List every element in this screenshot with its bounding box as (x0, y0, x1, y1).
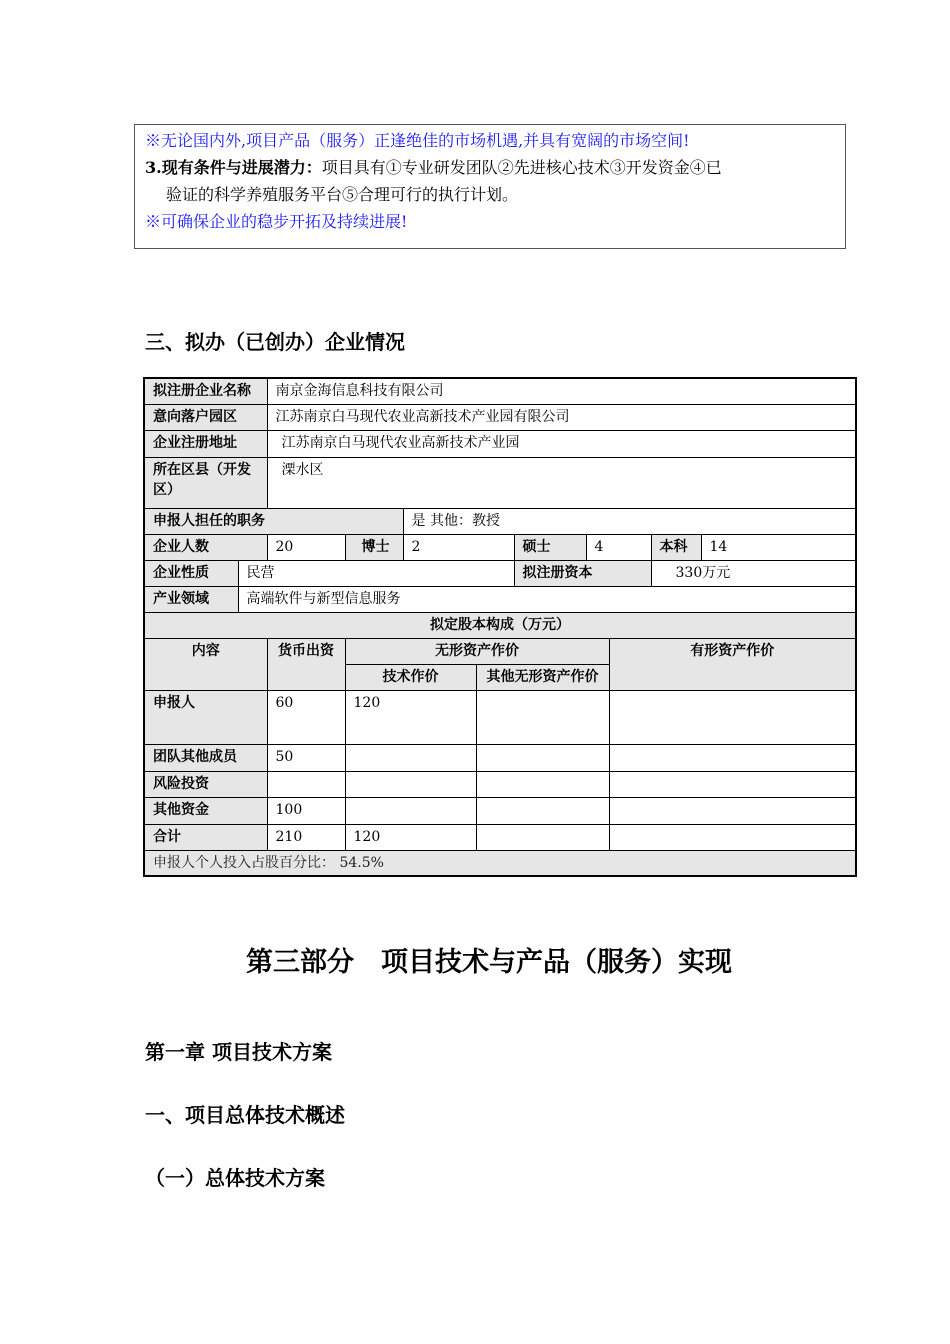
row-tangible (609, 797, 856, 824)
equity-title: 拟定股本构成（万元） (144, 612, 856, 638)
row-other (476, 771, 609, 797)
row-cash: 50 (267, 744, 345, 771)
staff-label: 企业人数 (144, 534, 267, 560)
section-3-title: 三、拟办（已创办）企业情况 (145, 330, 405, 354)
role: 是 其他：教授 (403, 508, 856, 534)
section-1-title: 一、项目总体技术概述 (145, 1103, 345, 1127)
capital-label: 拟注册资本 (514, 560, 651, 586)
closing-note: ※可确保企业的稳步开拓及持续进展! (145, 212, 408, 231)
bachelor-count: 14 (701, 534, 856, 560)
row-tech (345, 744, 476, 771)
row-other (476, 744, 609, 771)
col-tangible: 有形资产作价 (609, 638, 856, 690)
capital: 330万元 (651, 560, 856, 586)
row-tech: 120 (345, 690, 476, 744)
nature: 民营 (238, 560, 514, 586)
field-label: 产业领域 (144, 586, 238, 612)
item-3 (145, 154, 835, 181)
row-label: 风险投资 (144, 771, 267, 797)
investment-share: 申报人个人投入占股百分比： 54.5% (144, 850, 856, 876)
field: 高端软件与新型信息服务 (238, 586, 856, 612)
row-label: 其他资金 (144, 797, 267, 824)
market-note: ※无论国内外,项目产品（服务）正逢绝佳的市场机遇,并具有宽阔的市场空间! (145, 131, 690, 150)
row-tangible (609, 824, 856, 850)
address-label: 企业注册地址 (144, 430, 267, 457)
row-tech (345, 771, 476, 797)
bachelor-label: 本科 (651, 534, 701, 560)
row-label: 合计 (144, 824, 267, 850)
park-label: 意向落户园区 (144, 404, 267, 430)
row-cash: 60 (267, 690, 345, 744)
summary-box (134, 124, 846, 249)
reg-name-label: 拟注册企业名称 (144, 378, 267, 404)
chapter-1-title: 第一章 项目技术方案 (145, 1040, 332, 1064)
row-label: 申报人 (144, 690, 267, 744)
phd-label: 博士 (345, 534, 403, 560)
row-cash: 210 (267, 824, 345, 850)
col-other-intangible: 其他无形资产作价 (476, 664, 609, 690)
item-3-text-a: 项目具有①专业研发团队②先进核心技术③开发资金④已 (321, 158, 722, 177)
reg-name: 南京金海信息科技有限公司 (267, 378, 856, 404)
master-count: 4 (586, 534, 651, 560)
subsection-1-title: （一）总体技术方案 (145, 1166, 325, 1190)
item-3-text-b: 验证的科学养殖服务平台⑤合理可行的执行计划。 (166, 185, 519, 204)
row-other (476, 824, 609, 850)
company-table (143, 377, 857, 877)
row-tangible (609, 744, 856, 771)
nature-label: 企业性质 (144, 560, 238, 586)
row-tangible (609, 771, 856, 797)
item-3-label: 3.现有条件与进展潜力： (145, 158, 322, 177)
row-label: 团队其他成员 (144, 744, 267, 771)
district: 溧水区 (267, 457, 856, 508)
col-cash: 货币出资 (267, 638, 345, 690)
master-label: 硕士 (514, 534, 586, 560)
col-tech: 技术作价 (345, 664, 476, 690)
staff-count: 20 (267, 534, 345, 560)
row-cash: 100 (267, 797, 345, 824)
row-tech (345, 797, 476, 824)
col-content: 内容 (144, 638, 267, 690)
role-label: 申报人担任的职务 (144, 508, 403, 534)
park: 江苏南京白马现代农业高新技术产业园有限公司 (267, 404, 856, 430)
part-3-title: 第三部分 项目技术与产品（服务）实现 (246, 947, 732, 978)
district-label: 所在区县（开发区） (144, 457, 267, 508)
row-other (476, 797, 609, 824)
phd-count: 2 (403, 534, 514, 560)
row-other (476, 690, 609, 744)
col-intangible: 无形资产作价 (345, 638, 609, 664)
row-tech: 120 (345, 824, 476, 850)
row-cash (267, 771, 345, 797)
address: 江苏南京白马现代农业高新技术产业园 (267, 430, 856, 457)
row-tangible (609, 690, 856, 744)
